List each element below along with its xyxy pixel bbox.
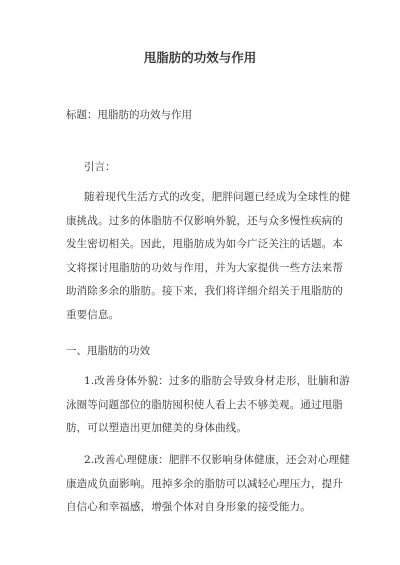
intro-paragraph-text: 随着现代生活方式的改变，肥胖问题已经成为全球性的健康挑战。过多的体脂肪不仅影响外貌，还与众多慢性疾病的发生密切相关。因此，甩脂肪成为如今广泛关注的话题。本文将探讨甩脂肪的功效与作用，并为大家提供一些方法来帮助消除多余的脂肪。接下来，我们将详细介绍关于甩脂肪的重要信息。	[66, 191, 351, 321]
list-item-1-text: 1.改善身体外貌：过多的脂肪会导致身材走形，肚腩和游泳圈等问题部位的脂肪囤积使人看上去不够美观。通过甩脂肪，可以塑造出更加健美的身体曲线。	[66, 375, 350, 434]
intro-heading: 引言：	[84, 161, 116, 173]
intro-paragraph	[66, 186, 352, 327]
section1-heading: 一、甩脂肪的功效	[66, 345, 150, 357]
list-item-1	[66, 370, 352, 441]
list-item-2	[66, 449, 352, 520]
document-title: 甩脂肪的功效与作用	[143, 50, 257, 65]
list-item-2-text: 2.改善心理健康：肥胖不仅影响身体健康，还会对心理健康造成负面影响。甩掉多余的脂肪可以减轻心理压力，提升自信心和幸福感，增强个体对自身形象的接受能力。	[66, 454, 350, 513]
subtitle-line: 标题：甩脂肪的功效与作用	[66, 109, 192, 121]
